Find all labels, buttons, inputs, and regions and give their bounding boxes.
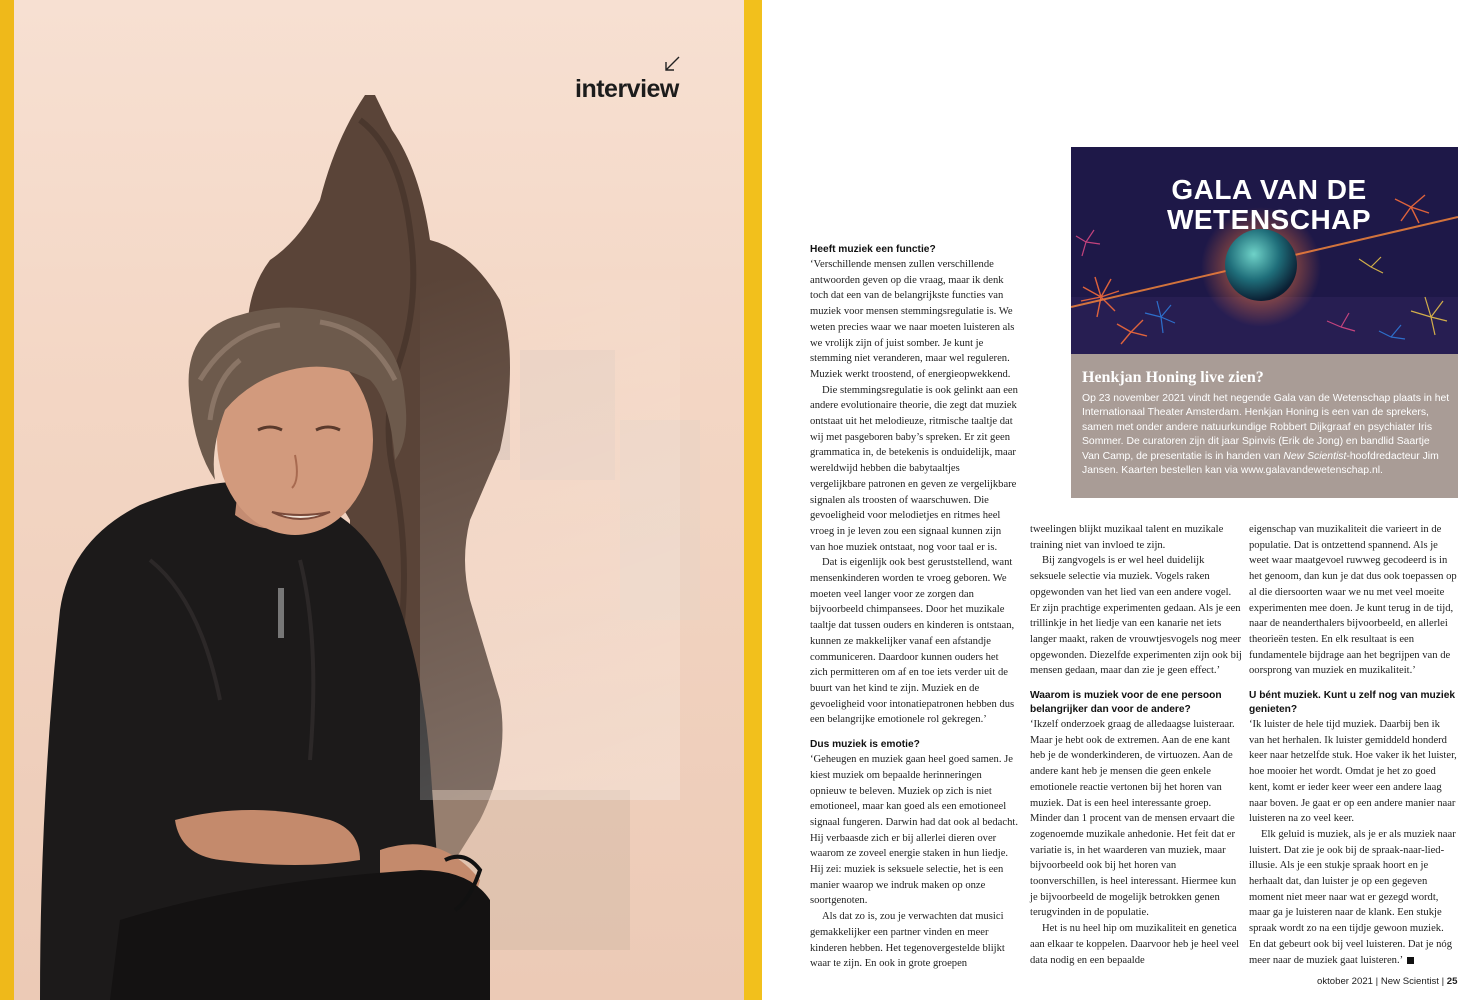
- gala-title: [1109, 175, 1429, 235]
- article-column-3: [1249, 522, 1457, 968]
- page-number: 25: [1446, 976, 1458, 987]
- article-subheading: U bént muziek. Kunt u zelf nog van muziek genieten?: [1249, 690, 1456, 716]
- article-paragraph: ‘Ik luister de hele tijd muziek. Daarbij ben ik van het herhalen. Ik luister gemiddeld honderd keer naar hetzelfde stuk. Hoe vaker ik het luister, hoe mooier het wordt. Omdat je het zo goed kent, komt er ieder keer weer een andere laag naar boven. Je gaat er op een andere manier naar luisteren na zo veel keer.: [1249, 719, 1457, 825]
- article-paragraph: Elk geluid is muziek, als je er als muziek naar luistert. Dat zie je ook bij de spraak-naar-lied-illusie. Als je een stukje spraak hoort en je herhaalt dat, dan luister je op een gegeven moment niet meer naar wat er gezegd wordt, maar ga je luisteren naar de klank. Een stukje spraak wordt zo na een tijdje gewoon muziek. En dat gebeurt ook bij veel luisteren. Dat je nóg meer naar de muziek gaat luisteren.’: [1249, 828, 1456, 966]
- article-paragraph: Dat is eigenlijk ook best geruststellend, want mensenkinderen worden te vroeg geboren. We moeten veel langer voor ze zorgen dan bijvoorbeeld chimpansees. Door het muzikale taaltje dat tussen ouders en kinderen is ontstaan, kunnen ze makkelijker vanaf een afstandje communiceren. Daardoor kunnen ouders het zich permitteren om af en toe iets verder uit de buurt van het kind te zijn. Muziek en de gevoeligheid voor intonatiepatronen hebben dus een belangrijke emotionele rol gekregen.’: [810, 557, 1015, 726]
- gala-banner-image: [1071, 147, 1458, 354]
- article-paragraph: Als dat zo is, zou je verwachten dat musici gemakkelijker een partner vinden en meer kinderen hebben. Het tegenovergestelde blijkt waar te zijn. En ook in grote groepen: [810, 911, 1005, 970]
- page-footer: oktober 2021 | New Scientist | 25: [1317, 976, 1458, 987]
- gala-title-line-2: WETENSCHAP: [1166, 204, 1372, 235]
- glass-reflection: [420, 280, 680, 800]
- text-page: [762, 0, 1480, 1000]
- gala-body-italic: New Scientist: [1283, 450, 1347, 462]
- yellow-frame-right: [744, 0, 762, 1000]
- arrow-down-left-icon: [664, 56, 680, 72]
- article-paragraph: tweelingen blijkt muzikaal talent en muzikale training niet van invloed te zijn.: [1030, 524, 1224, 551]
- footer-issue: oktober 2021: [1317, 976, 1374, 987]
- article-paragraph: Het is nu heel hip om muzikaliteit en genetica aan elkaar te koppelen. Daarvoor heb je heel veel data nodig en een bepaalde: [1030, 923, 1240, 966]
- gala-title-line-1: GALA VAN DE: [1171, 174, 1367, 205]
- yellow-frame-left: [0, 0, 14, 1000]
- article-subheading: Dus muziek is emotie?: [810, 739, 920, 751]
- article-column-2: [1030, 522, 1242, 968]
- gala-body-part-1: Op 23 november 2021 vindt het negende Gala van de Wetenschap plaats in het Internationaal Theater Amsterdam. Henkjan Honing is een van de sprekers, samen met onder andere natuurkundige Robbert Dijkgraaf en psychiater Iris Sommer. De curatoren zijn dit jaar Spinvis (Erik de Jong) en bandlid Saartje Van Camp, de presentatie is in handen van: [1082, 393, 1450, 462]
- article-paragraph: ‘Geheugen en muziek gaan heel goed samen. Je kiest muziek om bepaalde herinneringen opnieuw te beleven. Muziek op zich is niet emotioneel, maar kan goed als een emotioneel signaal fungeren. Darwin had dat ook al bedacht. Hij verbaasde zich er bij allerlei dieren over waarom ze zoveel energie staken in hun liedje. Hij zei: muziek is seksuele selectie, het is een manier waarop we indruk maken op onze soortgenoten.: [810, 754, 1018, 907]
- gala-sidebar-box: [1071, 147, 1458, 498]
- gala-body-part-2: -hoofdredacteur Jim Jansen. Kaarten bestellen kan via www.galavandewetenschap.nl.: [1082, 450, 1439, 477]
- article-paragraph: Bij zangvogels is er wel heel duidelijk seksuele selectie via muziek. Vogels raken opgewonden van het lied van een andere vogel. Er zijn prachtige experimenten gedaan. Als je een trillinkje in het liedje van een kanarie net iets langer maakt, raken de vrouwtjesvogels nog meer opgewonden. Diezelfde experimenten zijn ook bij mensen gedaan, maar dan zie je geen effect.’: [1030, 555, 1242, 677]
- article-subheading: Heeft muziek een functie?: [810, 244, 936, 255]
- gala-body: [1082, 392, 1450, 478]
- footer-magazine: New Scientist: [1380, 976, 1439, 987]
- end-mark-icon: [1407, 957, 1414, 964]
- article-paragraph: ‘Verschillende mensen zullen verschillende antwoorden geven op die vraag, maar ik denk toch dat een van de belangrijkste functies van muziek voor mensen stemmingsregulatie is. We weten precies waar we naar moeten luisteren als we vrolijk zijn of juist somber. Je kunt je stemming niet veranderen, maar wel reguleren. Muziek werkt troostend, of energieopwekkend.: [810, 259, 1015, 380]
- section-label: interview: [575, 75, 679, 103]
- gala-heading: Henkjan Honing live zien?: [1082, 369, 1264, 386]
- article-paragraph: Die stemmingsregulatie is ook gelinkt aan een andere evolutionaire theorie, die zegt dat muziek ontstaat uit het melodieuze, ritmische taaltje dat wij met pasgeboren baby’s spreken. Er zit geen grammatica in, de betekenis is onduidelijk, maar wereldwijd hebben die babytaaltjes vergelijkbare patronen en geven ze vergelijkbare signalen als troosten of waarschuwen. Die gevoeligheid voor melodietjes en ritmes heel vroeg in je leven zou een signaal kunnen zijn van hoe muziek ontstaat, nog voor taal er is.: [810, 384, 1018, 553]
- article-subheading: Waarom is muziek voor de ene persoon belangrijker dan voor de andere?: [1030, 690, 1222, 716]
- article-paragraph: eigenschap van muzikaliteit die varieert in de populatie. Dat is ontzettend spannend. Als je weet waar maatgevoel ruwweg gecodeerd is in het genoom, dan kun je dat dus ook toepassen op al die diersoorten waar we nu met veel moeite experimenten mee doen. Je kunt terug in de tijd, naar de neanderthalers bijvoorbeeld, en allerlei theorieën testen. En elk resultaat is een fundamentele bijdrage aan het begrijpen van de oorsprong van muziek en muzikaliteit.’: [1249, 524, 1457, 677]
- article-paragraph: ‘Ikzelf onderzoek graag de alledaagse luisteraar. Maar je hebt ook de extremen. Aan de ene kant heb je de wonderkinderen, de virtuozen. Aan de andere kant heb je mensen die geen enkele emotionele reactie vertonen bij het horen van muziek. Dat is een heel interessante groep. Minder dan 1 procent van de mensen ervaart die zogenoemde muzikale anhedonie. Het feit dat er variatie is, in het waarderen van muziek, maar bijvoorbeeld ook bij het horen van toonverschillen, is heel interessant. Hiermee kun je bijvoorbeeld de mogelijk betrokken genen terugvinden in de populatie.: [1030, 719, 1237, 919]
- article-column-1: [810, 243, 1018, 972]
